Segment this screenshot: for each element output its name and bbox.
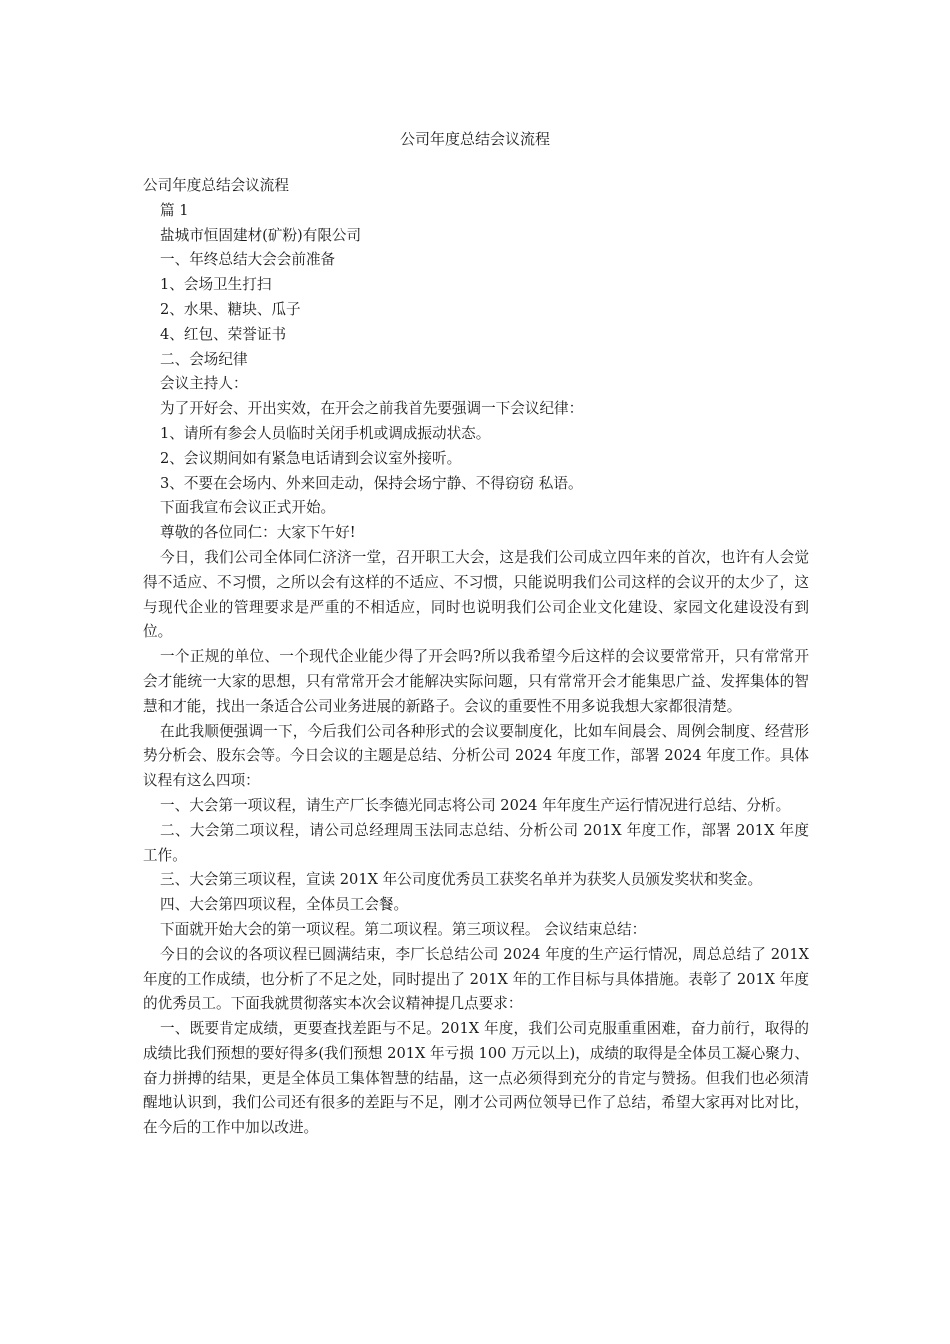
paragraph: 1、请所有参会人员临时关闭手机或调成振动状态。 bbox=[160, 424, 491, 442]
paragraph: 一个正规的单位、一个现代企业能少得了开会吗?所以我希望今后这样的会议要常常开，只有常常开会才能统一大家的思想，只有常常开会才能解决实际问题，只有常常开会才能集思广益、发挥集体的智慧和才能，找出一条适合公司业务进展的新路子。会议的重要性不用多说我想大家都很清楚。 bbox=[143, 648, 809, 715]
paragraph: 一、年终总结大会会前准备 bbox=[160, 251, 336, 269]
paragraph: 三、大会第三项议程，宣读 201X 年公司度优秀员工获奖名单并为获奖人员颁发奖状和奖金。 bbox=[160, 871, 763, 889]
paragraph: 二、大会第二项议程，请公司总经理周玉法同志总结、分析公司 201X 年度工作，部署 201X 年度工作。 bbox=[143, 821, 809, 864]
paragraph: 2、水果、糖块、瓜子 bbox=[160, 300, 301, 318]
document-body bbox=[143, 174, 809, 1141]
paragraph: 尊敬的各位同仁：大家下午好! bbox=[160, 524, 356, 542]
paragraph: 为了开好会、开出实效，在开会之前我首先要强调一下会议纪律： bbox=[160, 400, 584, 418]
paragraph: 盐城市恒固建材(矿粉)有限公司 bbox=[160, 226, 362, 244]
document-title: 公司年度总结会议流程 bbox=[399, 130, 550, 148]
paragraph: 4、红包、荣誉证书 bbox=[160, 325, 287, 343]
paragraph: 篇 1 bbox=[160, 201, 189, 219]
paragraph: 今日的会议的各项议程已圆满结束，李厂长总结公司 2024 年度的生产运行情况，周总总结了 201X 年度的工作成绩，也分析了不足之处，同时提出了 201X 年的工作目标与具体措施。表彰了 201X 年度的优秀员工。下面我就贯彻落实本次会议精神提几点要求： bbox=[143, 945, 809, 1013]
paragraph: 3、不要在会场内、外来回走动，保持会场宁静、不得窃窃 私语。 bbox=[160, 474, 583, 492]
paragraph: 下面就开始大会的第一项议程。第二项议程。第三项议程。 会议结束总结： bbox=[160, 920, 647, 938]
paragraph: 会议主持人： bbox=[160, 375, 248, 393]
paragraph: 一、大会第一项议程，请生产厂长李德光同志将公司 2024 年年度生产运行情况进行总结、分析。 bbox=[160, 796, 791, 814]
paragraph: 2、会议期间如有紧急电话请到会议室外接听。 bbox=[160, 449, 462, 467]
paragraph: 公司年度总结会议流程 bbox=[143, 177, 289, 194]
paragraph: 一、既要肯定成绩，更要查找差距与不足。201X 年度，我们公司克服重重困难，奋力前行，取得的成绩比我们预想的要好得多(我们预想 201X 年亏损 100 万元以上)，成绩的取得是全体员工凝心聚力、奋力拼搏的结果，更是全体员工集体智慧的结晶，这一点必须得到充分的肯定与赞扬。但我们也必须清醒地认识到，我们公司还有很多的差距与不足，刚才公司两位领导已作了总结，希望大家再对比对比，在今后的工作中加以改进。 bbox=[143, 1020, 809, 1137]
paragraph: 在此我顺便强调一下，今后我们公司各种形式的会议要制度化，比如车间晨会、周例会制度、经营形势分析会、股东会等。今日会议的主题是总结、分析公司 2024 年度工作，部署 2024 年度工作。具体议程有这么四项： bbox=[143, 722, 809, 790]
paragraph: 今日，我们公司全体同仁济济一堂，召开职工大会，这是我们公司成立四年来的首次，也许有人会觉得不适应、不习惯，之所以会有这样的不适应、不习惯，只能说明我们公司这样的会议开的太少了，这与现代企业的管理要求是严重的不相适应，同时也说明我们公司企业文化建设、家园文化建设没有到位。 bbox=[143, 548, 809, 641]
paragraph: 1、会场卫生打扫 bbox=[160, 276, 272, 294]
paragraph: 四、大会第四项议程，全体员工会餐。 bbox=[160, 896, 409, 914]
paragraph: 下面我宣布会议正式开始。 bbox=[160, 499, 336, 517]
paragraph: 二、会场纪律 bbox=[160, 350, 248, 368]
